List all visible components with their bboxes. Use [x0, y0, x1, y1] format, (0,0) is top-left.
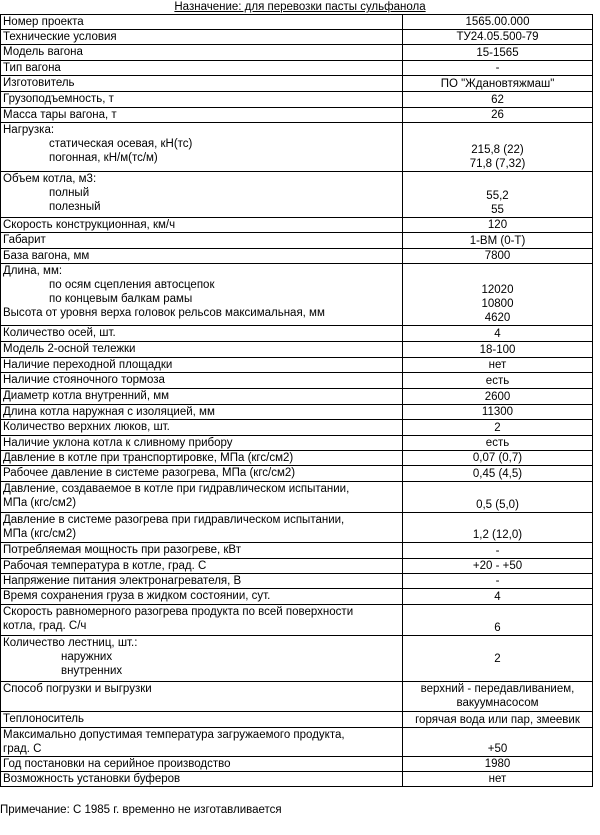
- row-value: 6: [403, 605, 593, 636]
- table-row: [1, 636, 593, 682]
- row-label: Диаметр котла внутренний, мм: [1, 389, 403, 405]
- table-row: [1, 358, 593, 373]
- table-row: [1, 342, 593, 358]
- table-row: [1, 728, 593, 757]
- table-row: [1, 389, 593, 405]
- row-sublabel: внутренних: [61, 665, 123, 677]
- row-value: 2: [403, 636, 593, 682]
- row-label: Год постановки на серийное производство: [1, 757, 403, 772]
- table-row: [1, 76, 593, 92]
- row-label: град. С: [3, 743, 42, 755]
- row-value: 11300: [403, 405, 593, 420]
- row-label: Номер проекта: [1, 15, 403, 30]
- row-value: 215,8 (22): [471, 144, 524, 156]
- table-row: [1, 574, 593, 589]
- row-value: 55,2: [486, 190, 509, 202]
- row-label: Давление в котле при транспортировке, МПа (кгс/см2): [1, 451, 403, 466]
- row-value: 0,45 (4,5): [403, 466, 593, 482]
- table-row: [1, 712, 593, 728]
- row-label: Количество верхних люков, шт.: [1, 420, 403, 436]
- table-row: [1, 436, 593, 451]
- table-row: [1, 326, 593, 342]
- row-value: 1980: [403, 757, 593, 772]
- row-value: 10800: [481, 298, 514, 310]
- row-value: -: [403, 61, 593, 76]
- row-sublabel: полезный: [49, 201, 101, 213]
- row-label: Скорость равномерного разогрева продукта по всей поверхности: [3, 606, 354, 618]
- row-label: Наличие уклона котла к сливному прибору: [1, 436, 403, 451]
- row-label: Наличие переходной площадки: [1, 358, 403, 373]
- table-row: [1, 405, 593, 420]
- table-row: [1, 123, 593, 172]
- row-label: Потребляемая мощность при разогреве, кВт: [1, 543, 403, 559]
- row-label: Грузоподъемность, т: [1, 92, 403, 108]
- row-value: верхний - передавливанием,: [420, 683, 575, 695]
- row-label: Время сохранения груза в жидком состоянии, сут.: [1, 589, 403, 605]
- row-value: вакуумнасосом: [456, 697, 539, 709]
- row-label: МПа (кгс/см2): [3, 497, 77, 509]
- row-label: Максимально допустимая температура загружаемого продукта,: [3, 729, 345, 741]
- row-value: 1,2 (12,0): [403, 513, 593, 543]
- row-value: нет: [403, 772, 593, 787]
- row-sublabel: полный: [49, 187, 90, 199]
- row-value: ПО "Ждановтяжмаш": [403, 76, 593, 92]
- table-row: [1, 466, 593, 482]
- table-row: [1, 559, 593, 574]
- table-row: [1, 373, 593, 389]
- row-value: 4620: [484, 312, 511, 324]
- row-value: ТУ24.05.500-79: [403, 30, 593, 45]
- row-value: 1565.00.000: [403, 15, 593, 30]
- row-value: есть: [403, 436, 593, 451]
- row-value: 1-ВМ (0-Т): [403, 233, 593, 249]
- row-label: Изготовитель: [1, 76, 403, 92]
- row-value: -: [403, 543, 593, 559]
- row-label: Габарит: [1, 233, 403, 249]
- row-label: Напряжение питания электронагревателя, В: [1, 574, 403, 589]
- table-row: [1, 172, 593, 218]
- row-value: горячая вода или пар, змеевик: [403, 712, 593, 728]
- row-value: +50: [403, 728, 593, 757]
- row-sublabel: статическая осевая, кН(тс): [49, 138, 193, 150]
- table-row: [1, 233, 593, 249]
- table-row: [1, 682, 593, 712]
- row-label: Возможность установки буферов: [1, 772, 403, 787]
- document-title: Назначение: для перевозки пасты сульфанола: [174, 1, 426, 13]
- table-row: [1, 451, 593, 466]
- table-row: [1, 249, 593, 264]
- table-row: [1, 482, 593, 513]
- table-row: [1, 589, 593, 605]
- row-sublabel: по осям сцепления автосцепок: [49, 279, 215, 291]
- row-label: Тип вагона: [1, 61, 403, 76]
- row-label: котла, град. С/ч: [3, 620, 87, 632]
- row-label: Модель 2-осной тележки: [1, 342, 403, 358]
- row-label: Длина котла наружная с изоляцией, мм: [1, 405, 403, 420]
- table-row: [1, 420, 593, 436]
- table-row: [1, 61, 593, 76]
- row-value: нет: [403, 358, 593, 373]
- row-label: База вагона, мм: [1, 249, 403, 264]
- row-value: 55: [491, 204, 504, 216]
- row-label: Скорость конструкционная, км/ч: [1, 218, 403, 233]
- row-label: Рабочее давление в системе разогрева, МПа (кгс/см2): [1, 466, 403, 482]
- row-value: -: [403, 574, 593, 589]
- row-label: МПа (кгс/см2): [3, 528, 77, 540]
- specification-table: [0, 14, 593, 787]
- row-label: Количество лестниц, шт.:: [3, 637, 138, 649]
- row-value: 7800: [403, 249, 593, 264]
- row-label: Рабочая температура в котле, град. С: [1, 559, 403, 574]
- row-value: 15-1565: [403, 45, 593, 61]
- table-row: [1, 15, 593, 30]
- table-row: [1, 108, 593, 123]
- row-label: Способ погрузки и выгрузки: [1, 682, 403, 712]
- table-row: [1, 45, 593, 61]
- row-label: Масса тары вагона, т: [1, 108, 403, 123]
- table-row: [1, 92, 593, 108]
- row-value: 2: [403, 420, 593, 436]
- row-value: 26: [403, 108, 593, 123]
- row-label: Теплоноситель: [1, 712, 403, 728]
- table-row: [1, 772, 593, 787]
- table-row: [1, 757, 593, 772]
- row-sublabel: наружних: [61, 651, 113, 663]
- row-label: Нагрузка:: [3, 124, 55, 136]
- row-label: Количество осей, шт.: [1, 326, 403, 342]
- row-label: Технические условия: [1, 30, 403, 45]
- row-sublabel: по концевым балкам рамы: [49, 293, 193, 305]
- row-label: Длина, мм:: [3, 265, 63, 277]
- row-value: 0,07 (0,7): [403, 451, 593, 466]
- row-label: Высота от уровня верха головок рельсов максимальная, мм: [3, 307, 325, 319]
- row-label: Наличие стояночного тормоза: [1, 373, 403, 389]
- row-value: 12020: [481, 284, 514, 296]
- table-row: [1, 605, 593, 636]
- table-row: [1, 264, 593, 326]
- row-value: 18-100: [403, 342, 593, 358]
- row-sublabel: погонная, кН/м(тс/м): [49, 152, 158, 164]
- row-value: есть: [403, 373, 593, 389]
- table-row: [1, 543, 593, 559]
- row-value: +20 - +50: [403, 559, 593, 574]
- table-row: [1, 30, 593, 45]
- row-value: 71,8 (7,32): [469, 158, 526, 170]
- table-row: [1, 218, 593, 233]
- table-row: [1, 513, 593, 543]
- row-value: 62: [403, 92, 593, 108]
- row-label: Давление в системе разогрева при гидравлическом испытании,: [3, 514, 345, 526]
- row-value: 0,5 (5,0): [403, 482, 593, 513]
- row-label: Давление, создаваемое в котле при гидравлическом испытании,: [3, 483, 350, 495]
- row-value: 4: [403, 326, 593, 342]
- row-label: Объем котла, м3:: [3, 173, 97, 185]
- row-value: 4: [403, 589, 593, 605]
- row-value: 120: [403, 218, 593, 233]
- row-value: 2600: [403, 389, 593, 405]
- row-label: Модель вагона: [1, 45, 403, 61]
- footnote: Примечание: С 1985 г. временно не изготавливается: [0, 804, 282, 816]
